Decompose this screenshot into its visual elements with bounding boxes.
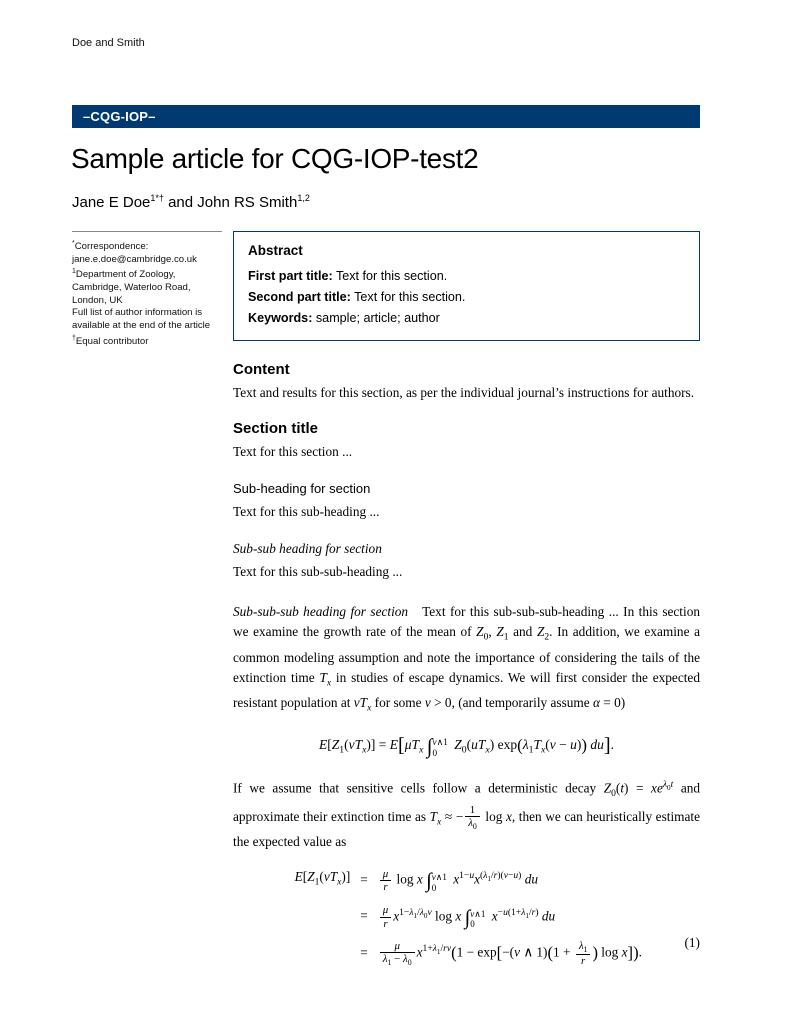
runin-heading: Sub-sub-sub heading for section — [233, 604, 409, 619]
author-line: Jane E Doe$^{1*\dagger}$ and John RS Smith$^{1,2}$ — [72, 193, 310, 211]
equal-contributor-note: †Equal contributor — [72, 334, 149, 347]
equation-relation: = — [360, 872, 368, 888]
correspondence-label: *Correspondence: — [72, 240, 149, 253]
abstract-first-part-text: Text for this section. — [332, 269, 448, 283]
subsection-heading: Sub-heading for section — [233, 481, 371, 496]
correspondence-email: jane.e.doe@cambridge.co.uk — [72, 253, 197, 265]
section-heading-content: Content — [233, 361, 290, 378]
article-body — [233, 360, 700, 976]
journal-banner — [72, 105, 700, 128]
equation-rhs: $\frac{\mu}{\lambda_1 - \lambda_0}$ $x^{1+\lambda_1/rv}(1 - \exp[-(v$ ∧ 1)(1 + $\frac{\lambda_1}{r}$ ) log x]). — [378, 939, 678, 967]
running-head: Doe and Smith — [72, 37, 145, 49]
affiliation-line: $^1$Department of Zoology, — [72, 268, 176, 281]
equation-row — [233, 939, 700, 967]
subsubsection-heading: Sub-sub heading for section — [233, 541, 382, 556]
abstract-second-part-label: Second part title: — [248, 290, 351, 304]
abstract-keywords-text: sample; article; author — [312, 311, 440, 325]
section-paragraph: Text for this section ... — [233, 444, 353, 459]
journal-banner-label: –CQG-IOP– — [83, 109, 156, 124]
paragraph-with-runin-heading — [233, 602, 700, 719]
author-info-note: available at the end of the article — [72, 319, 211, 331]
affiliation-line: London, UK — [72, 294, 123, 306]
correspondence-block — [72, 231, 222, 348]
display-equation-1: $E[Z_1(vT_x)] = E[\mu T_x$ ∫ v∧1 0 $Z_0(uT_x) \exp(\lambda_1T_x(v - u))$ du]. — [318, 733, 615, 758]
abstract-second-part — [248, 288, 685, 307]
abstract-first-part — [248, 267, 685, 286]
decay-paragraph: If we assume that sensitive cells follow a deterministic decay $Z_0(t) = xe^{\lambda_0t}$ and approximate their extinction time as $T_x$ ≈ − $\frac{1}{\lambda_0}$ log x, then we can heuristically estimate the expected value as — [233, 778, 701, 850]
runin-body: Text for this sub-sub-sub-heading ... In this section we examine the growth rate of the mean of $Z_0$, $Z_1$ and $Z_2$. In addition, we examine a common modeling assumption and note the importance of considering the tails of the extinction time $T_x$ in studies of escape dynamics. We will first consider the expected resistant population at $vT_x$ for some v > 0, (and temporarily assume α = 0) — [233, 604, 700, 714]
abstract-box — [233, 231, 700, 341]
section-heading-title: Section title — [233, 420, 319, 437]
article-title: Sample article for CQG-IOP-test2 — [71, 143, 479, 174]
abstract-keywords — [248, 309, 685, 328]
equation-relation: = — [360, 908, 368, 924]
abstract-second-part-text: Text for this section. — [350, 290, 466, 304]
affiliation-line: Cambridge, Waterloo Road, — [72, 282, 191, 294]
equation-lhs: $E[Z_1(vT_x)]$ — [294, 869, 351, 888]
abstract-keywords-label: Keywords: — [248, 311, 313, 325]
equation-row — [233, 866, 700, 893]
equation-rhs: $\frac{\mu}{r}$ $x^{1-\lambda_1/\lambda_0v}$ log x ∫ v∧1 0 $x^{-u(1+\lambda_1/r)}$ du — [378, 903, 678, 930]
equation-number: (1) — [684, 935, 700, 951]
equation-row — [233, 903, 700, 930]
equation-rhs: $\frac{\mu}{r}$ log x ∫ v∧1 0 $x^{1-u}x^{(\lambda_1/r)(v-u)}$ du — [378, 866, 678, 893]
abstract-heading: Abstract — [248, 243, 303, 258]
subsection-paragraph: Text for this sub-heading ... — [233, 504, 380, 519]
abstract-first-part-label: First part title: — [248, 269, 333, 283]
content-paragraph: Text and results for this section, as per the individual journal’s instructions for authors. — [233, 385, 695, 400]
aligned-equation-block — [233, 866, 700, 967]
subsubsection-paragraph: Text for this sub-sub-heading ... — [233, 564, 403, 579]
author-info-note: Full list of author information is — [72, 307, 203, 319]
equation-relation: = — [360, 945, 368, 961]
